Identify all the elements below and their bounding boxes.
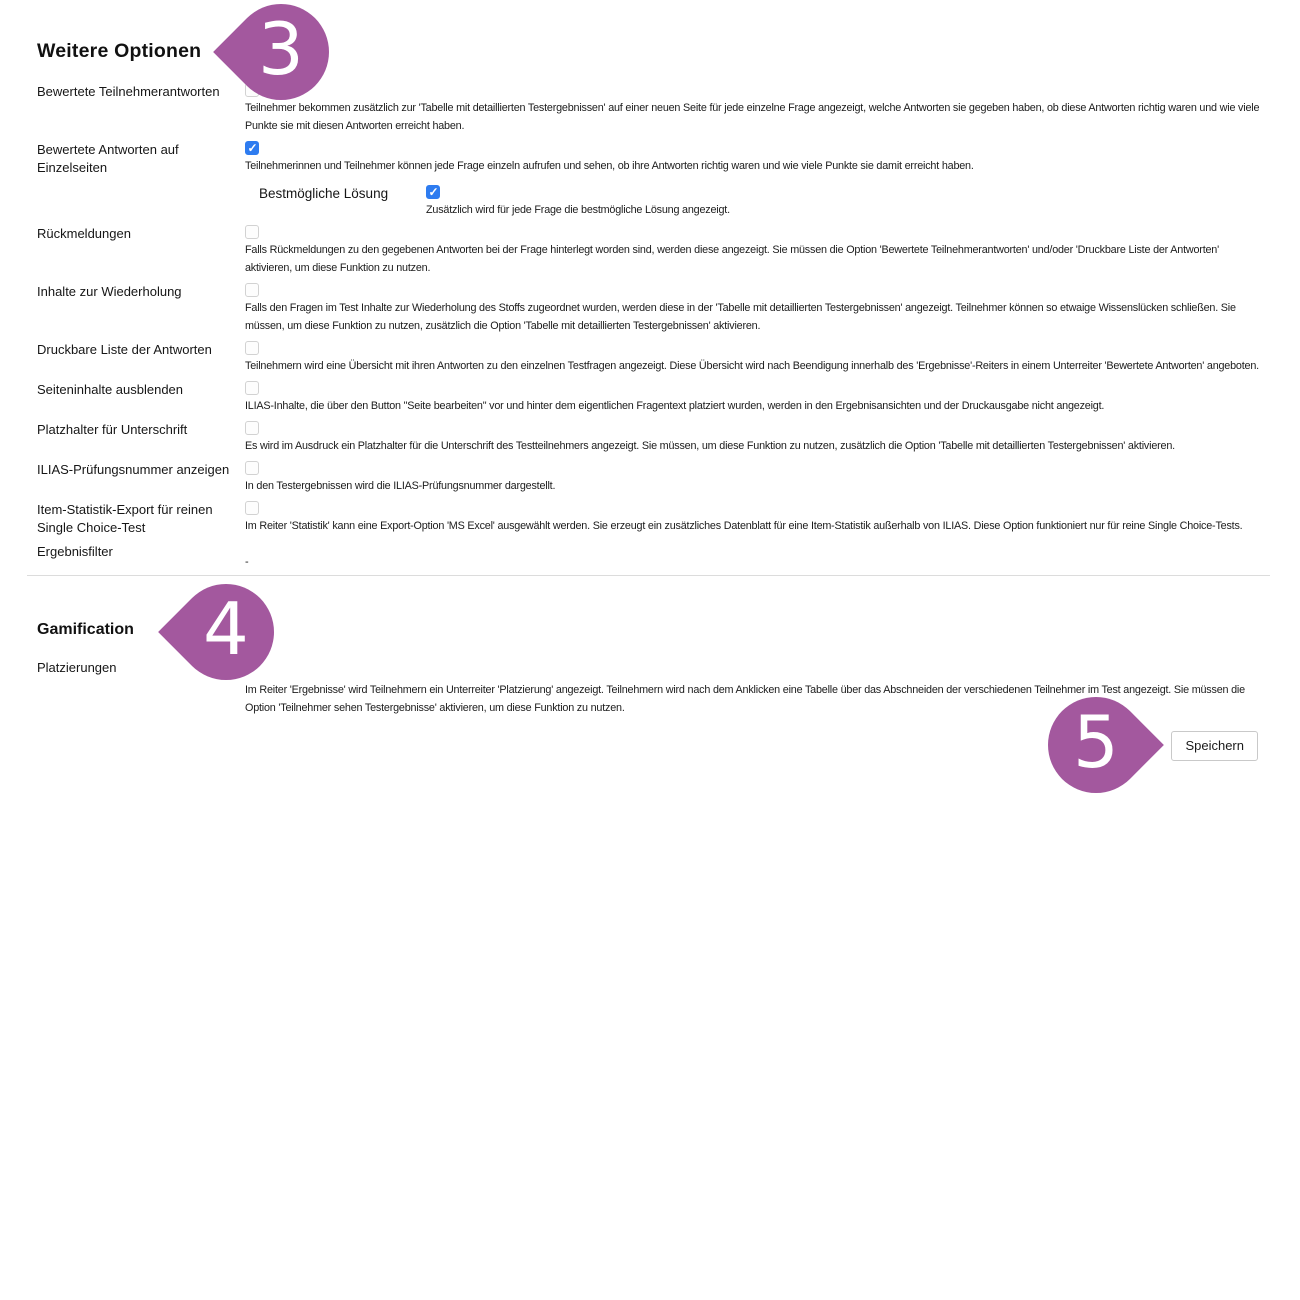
- option-label: Platzierungen: [37, 660, 117, 675]
- option-label: Inhalte zur Wiederholung: [37, 284, 182, 299]
- option-description: Im Reiter 'Statistik' kann eine Export-Option 'MS Excel' ausgewählt werden. Sie erzeugt ein zusätzliches Datenblatt für eine Item-Statistik außerhalb von ILIAS. Diese Option funktioniert nur für reine Single Choice-Tests.: [245, 520, 1243, 532]
- option-label: ILIAS-Prüfungsnummer anzeigen: [37, 462, 230, 477]
- row-rueckmeldungen: [37, 225, 1268, 277]
- row-seiteninhalte-ausblenden: [37, 381, 1268, 415]
- checkbox-druckbare-liste[interactable]: [245, 341, 259, 355]
- settings-page: [0, 0, 1300, 571]
- option-description: Falls Rückmeldungen zu den gegebenen Antworten bei der Frage hinterlegt worden sind, werden diese angezeigt. Sie müssen die Option 'Bewertete Teilnehmerantworten' und/oder 'Druckbare Liste der Antworten' aktivieren, um diese Funktion zu nutzen.: [245, 244, 1219, 274]
- row-inhalte-zur-wiederholung: [37, 283, 1268, 335]
- row-platzhalter-unterschrift: [37, 421, 1268, 455]
- checkbox-rueckmeldungen[interactable]: [245, 225, 259, 239]
- section-divider: [27, 575, 1270, 576]
- row-item-statistik-export: [37, 501, 1268, 537]
- subrow-bestmoegliche-loesung: [245, 185, 1268, 219]
- ergebnisfilter-value: -: [245, 556, 249, 568]
- checkbox-bewertete-antworten-einzelseiten[interactable]: [245, 141, 259, 155]
- row-ilias-pruefungsnummer: [37, 461, 1268, 495]
- option-label: Rückmeldungen: [37, 226, 131, 241]
- option-description: In den Testergebnissen wird die ILIAS-Prüfungsnummer dargestellt.: [245, 480, 556, 492]
- option-description: Teilnehmer bekommen zusätzlich zur 'Tabelle mit detaillierten Testergebnissen' auf einer neuen Seite für jede einzelne Frage angezeigt, welche Antworten sie gegeben haben, ob diese Antworten richtig waren und wie viele Punkte sie mit diesen Antworten erreicht haben.: [245, 102, 1260, 132]
- annotation-badge-3-number: 3: [258, 7, 304, 92]
- row-ergebnisfilter: [37, 543, 1268, 571]
- checkbox-bestmoegliche-loesung[interactable]: [426, 185, 440, 199]
- row-bewertete-teilnehmerantworten: [37, 83, 1268, 135]
- option-description: Im Reiter 'Ergebnisse' wird Teilnehmern ein Unterreiter 'Platzierung' angezeigt. Teilnehmern wird nach dem Anklicken eine Tabelle über das Abschneiden der verschiedenen Teilnehmer im Test angezeigt. Sie müssen die Option 'Teilnehmer sehen Testergebnisse' aktivieren, um diese Funktion zu nutzen.: [245, 684, 1245, 714]
- option-description: ILIAS-Inhalte, die über den Button "Seite bearbeiten" vor und hinter dem eigentlichen Fragentext platziert wurden, werden in den Ergebnisansichten und der Druckausgabe nicht angezeigt.: [245, 400, 1105, 412]
- checkbox-seiteninhalte-ausblenden[interactable]: [245, 381, 259, 395]
- option-description: Falls den Fragen im Test Inhalte zur Wiederholung des Stoffs zugeordnet wurden, werden diese in der 'Tabelle mit detaillierten Testergebnissen' angezeigt. Teilnehmer können so etwaige Wissenslücken schließen. Sie müssen, um diese Funktion zu nutzen, zusätzlich die Option 'Tabelle mit detaillierten Testergebnissen' aktivieren.: [245, 302, 1236, 332]
- option-label: Bewertete Antworten auf Einzelseiten: [37, 142, 179, 175]
- option-label: Druckbare Liste der Antworten: [37, 342, 212, 357]
- checkbox-ilias-pruefungsnummer[interactable]: [245, 461, 259, 475]
- option-description: Teilnehmern wird eine Übersicht mit ihren Antworten zu den einzelnen Testfragen angezeigt. Diese Übersicht wird nach Beendigung innerhalb des 'Ergebnisse'-Reiters in einem Unterreiter 'Bewertete Antworten' angeboten.: [245, 360, 1259, 372]
- save-button-row: [1171, 731, 1258, 761]
- annotation-badge-4-number: 4: [203, 587, 249, 671]
- row-bewertete-antworten-einzelseiten: [37, 141, 1268, 219]
- option-label: Bewertete Teilnehmerantworten: [37, 84, 220, 99]
- option-label: Ergebnisfilter: [37, 544, 113, 559]
- option-label: Platzhalter für Unterschrift: [37, 422, 188, 437]
- section-title-weitere-optionen: Weitere Optionen: [37, 40, 202, 62]
- option-label: Item-Statistik-Export für reinen Single Choice-Test: [37, 502, 213, 535]
- suboption-label: Bestmögliche Lösung: [259, 186, 389, 201]
- option-description: Teilnehmerinnen und Teilnehmer können jede Frage einzeln aufrufen und sehen, ob ihre Antworten richtig waren und wie viele Punkte sie damit erreicht haben.: [245, 160, 974, 172]
- option-label: Seiteninhalte ausblenden: [37, 382, 184, 397]
- checkbox-inhalte-zur-wiederholung[interactable]: [245, 283, 259, 297]
- suboption-description: Zusätzlich wird für jede Frage die bestmögliche Lösung angezeigt.: [426, 204, 730, 216]
- save-button[interactable]: Speichern: [1171, 731, 1258, 761]
- checkbox-platzhalter-unterschrift[interactable]: [245, 421, 259, 435]
- annotation-badge-5-number: 5: [1073, 700, 1119, 784]
- row-druckbare-liste: [37, 341, 1268, 375]
- section-title-gamification: Gamification: [37, 621, 134, 638]
- checkbox-item-statistik-export[interactable]: [245, 501, 259, 515]
- option-description: Es wird im Ausdruck ein Platzhalter für die Unterschrift des Testteilnehmers angezeigt. Sie müssen, um diese Funktion zu nutzen, zusätzlich die Option 'Tabelle mit detaillierten Testergebnissen' aktivieren.: [245, 440, 1175, 452]
